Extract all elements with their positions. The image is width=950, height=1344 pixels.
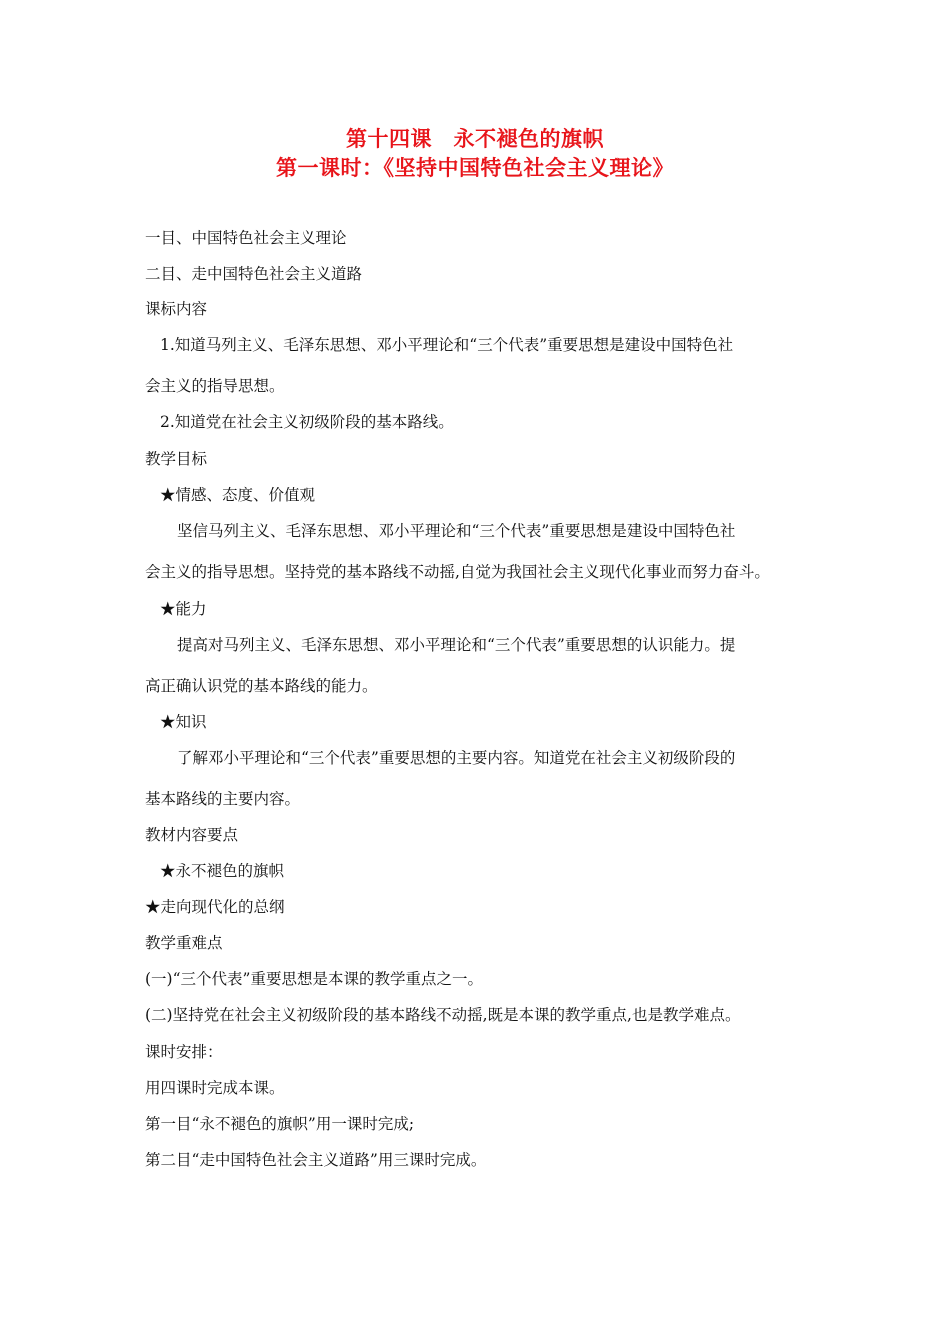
paragraph-line: 用四课时完成本课。 — [145, 1079, 285, 1097]
subheading: ★能力 — [160, 600, 207, 618]
paragraph-line: 坚信马列主义、毛泽东思想、邓小平理论和“三个代表”重要思想是建设中国特色社 — [177, 522, 736, 540]
section-heading: 课时安排： — [145, 1043, 223, 1061]
paragraph-line: 第一目“永不褪色的旗帜”用一课时完成; — [145, 1115, 415, 1133]
section-heading: 课标内容 — [145, 300, 208, 318]
paragraph-line: 基本路线的主要内容。 — [145, 790, 301, 808]
paragraph-line: 2.知道党在社会主义初级阶段的基本路线。 — [160, 413, 454, 431]
section-heading: 一目、中国特色社会主义理论 — [145, 229, 347, 247]
period-title: 第一课时：《坚持中国特色社会主义理论》 — [276, 156, 674, 180]
lesson-title: 第十四课 永不褪色的旗帜 — [346, 127, 604, 151]
list-item: (二)坚持党在社会主义初级阶段的基本路线不动摇,既是本课的教学重点,也是教学难点。 — [145, 1006, 741, 1024]
paragraph-line: 会主义的指导思想。坚持党的基本路线不动摇,自觉为我国社会主义现代化事业而努力奋斗。 — [145, 563, 770, 581]
section-heading: 二目、走中国特色社会主义道路 — [145, 265, 363, 283]
paragraph-line: 高正确认识党的基本路线的能力。 — [145, 677, 378, 695]
paragraph-line: 会主义的指导思想。 — [145, 377, 285, 395]
subheading: ★知识 — [160, 713, 207, 731]
paragraph-line: 1.知道马列主义、毛泽东思想、邓小平理论和“三个代表”重要思想是建设中国特色社 — [160, 336, 734, 354]
paragraph-line: 第二目“走中国特色社会主义道路”用三课时完成。 — [145, 1151, 487, 1169]
paragraph-line: 提高对马列主义、毛泽东思想、邓小平理论和“三个代表”重要思想的认识能力。提 — [177, 636, 736, 654]
list-item: ★走向现代化的总纲 — [145, 898, 285, 916]
section-heading: 教学重难点 — [145, 934, 223, 952]
section-heading: 教学目标 — [145, 450, 208, 468]
paragraph-line: 了解邓小平理论和“三个代表”重要思想的主要内容。知道党在社会主义初级阶段的 — [177, 749, 736, 767]
list-item: (一)“三个代表”重要思想是本课的教学重点之一。 — [145, 970, 483, 988]
section-heading: 教材内容要点 — [145, 826, 239, 844]
list-item: ★永不褪色的旗帜 — [160, 862, 285, 880]
subheading: ★情感、态度、价值观 — [160, 486, 316, 504]
